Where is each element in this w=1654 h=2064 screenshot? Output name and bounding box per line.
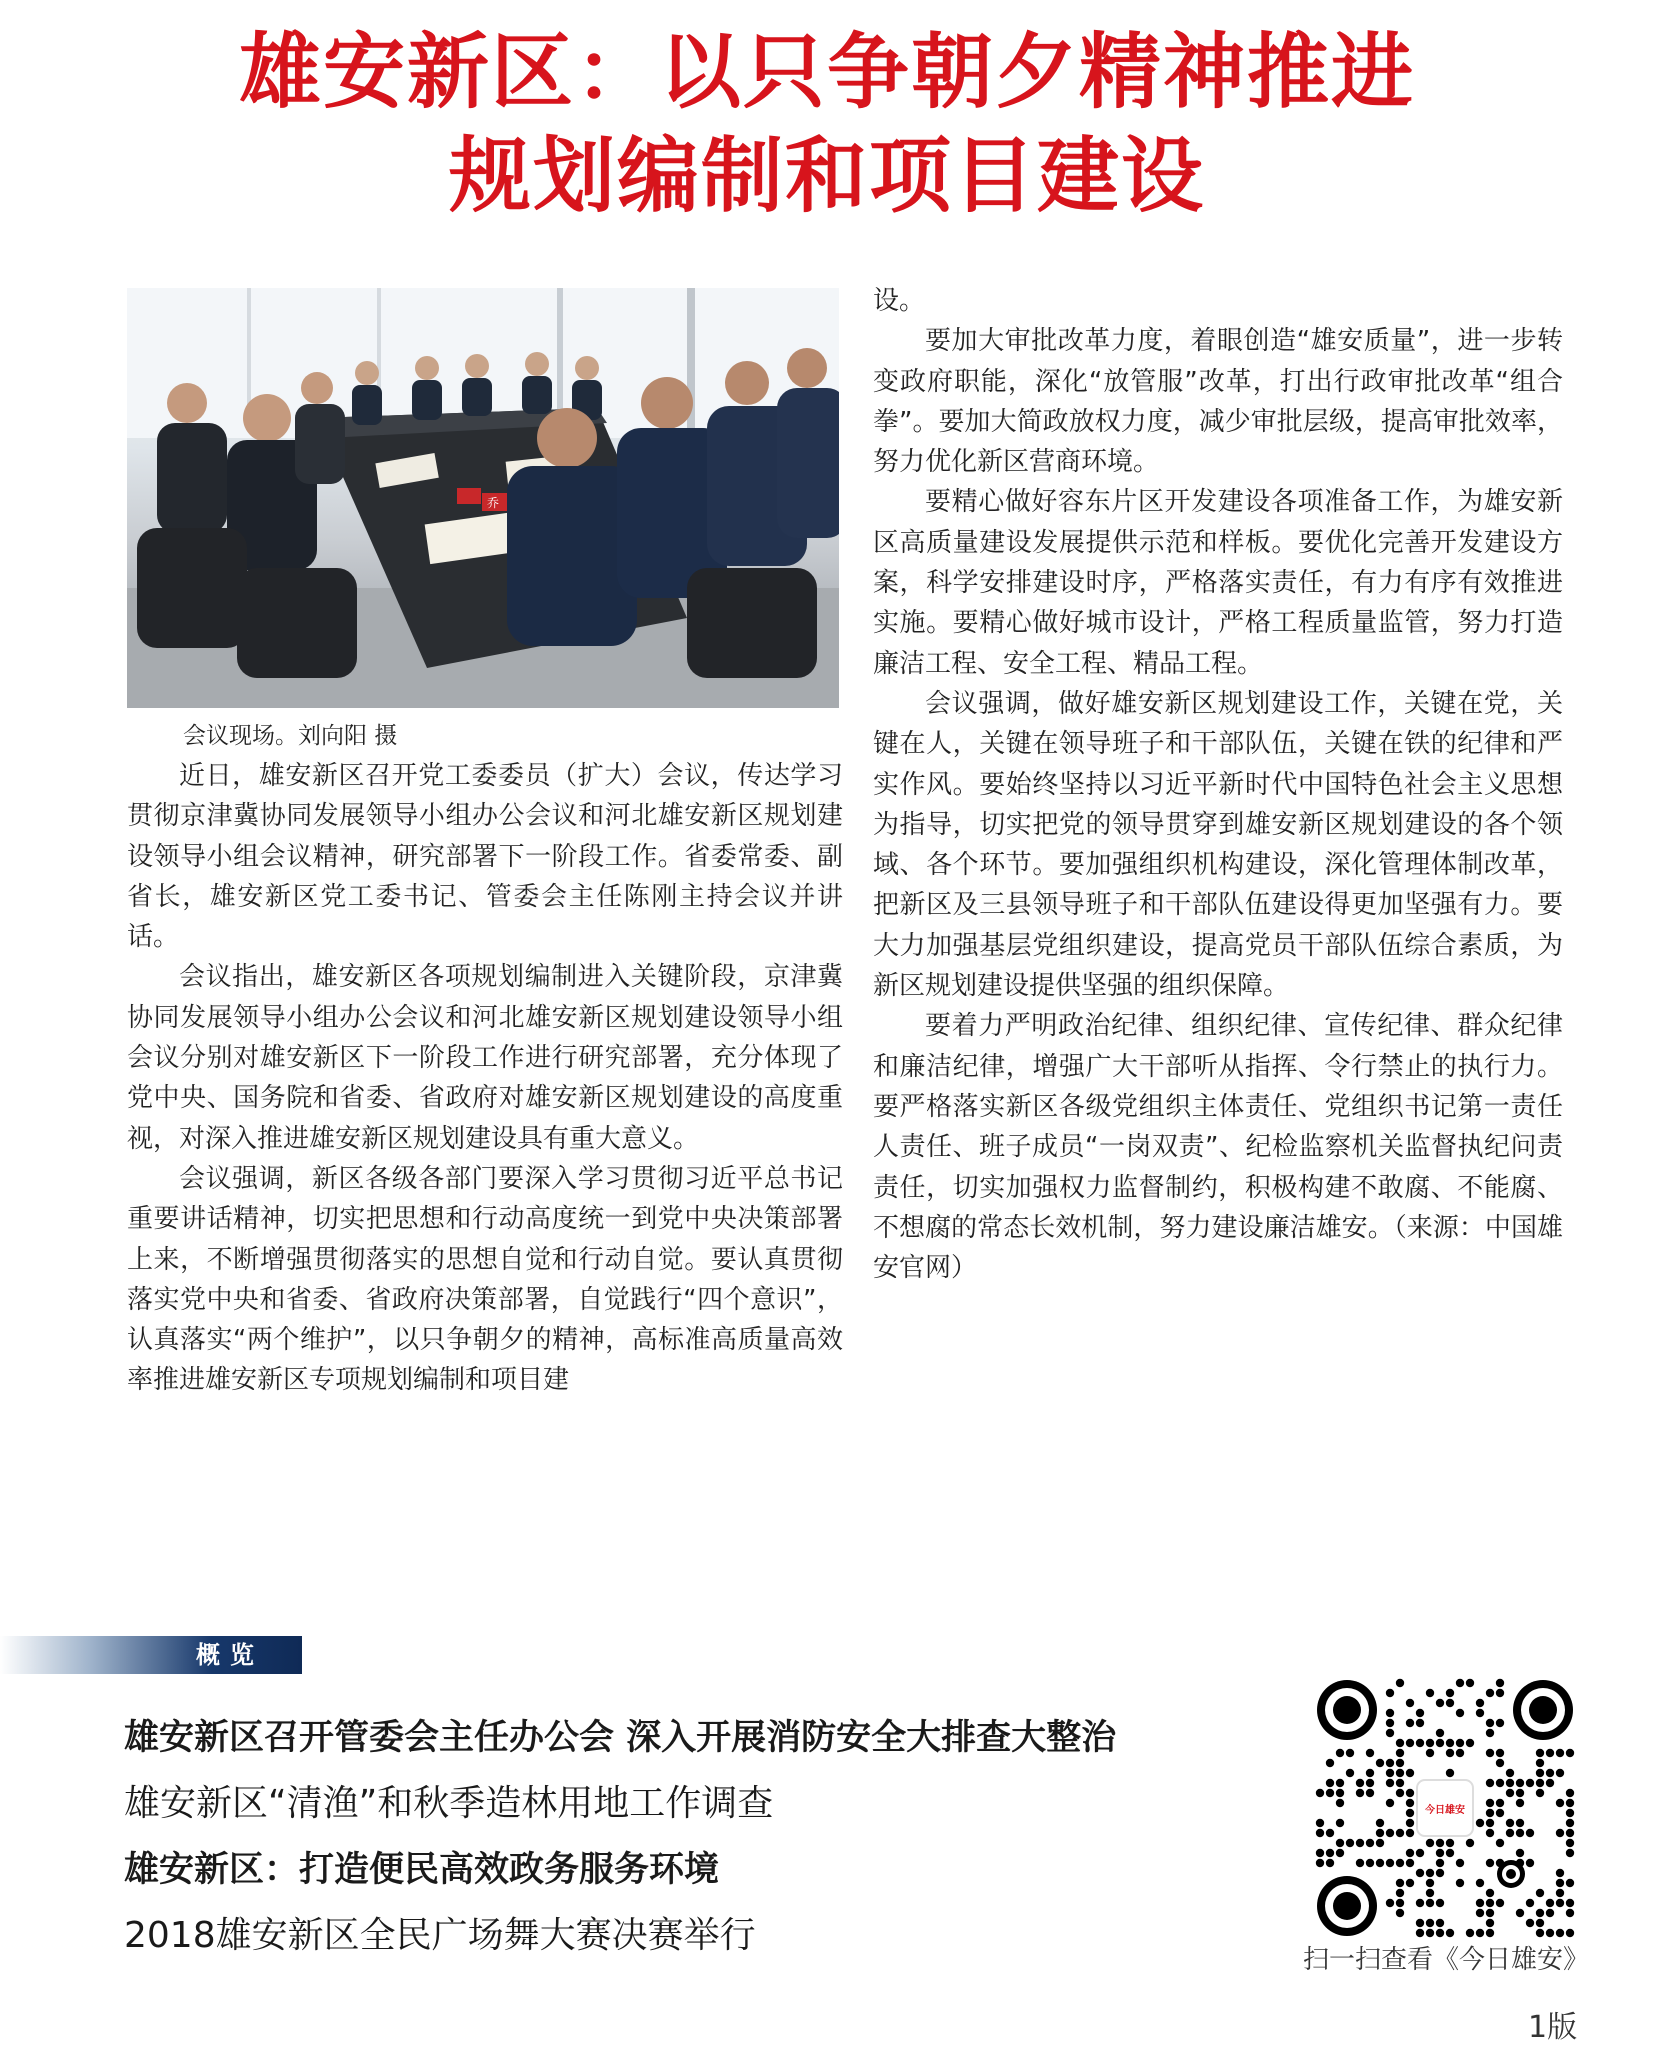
qr-module — [1486, 1729, 1494, 1737]
qr-module — [1426, 1929, 1434, 1937]
qr-module — [1346, 1749, 1354, 1757]
qr-module — [1396, 1889, 1404, 1897]
qr-module — [1416, 1849, 1424, 1857]
qr-module — [1486, 1829, 1494, 1837]
qr-module — [1436, 1849, 1444, 1857]
qr-module — [1536, 1929, 1544, 1937]
headline-line-2: 规划编制和项目建设 — [448, 128, 1205, 224]
qr-module — [1416, 1719, 1424, 1727]
qr-finder-bottom-left — [1317, 1876, 1377, 1936]
qr-module — [1486, 1799, 1494, 1807]
qr-module — [1526, 1829, 1534, 1837]
qr-module — [1546, 1929, 1554, 1937]
qr-module — [1416, 1709, 1424, 1717]
qr-module — [1376, 1819, 1384, 1827]
qr-module — [1386, 1799, 1394, 1807]
article-paragraph-continuation: 设。 — [873, 286, 926, 316]
qr-module — [1326, 1759, 1334, 1767]
qr-module — [1546, 1779, 1554, 1787]
qr-module — [1556, 1799, 1564, 1807]
qr-module — [1566, 1849, 1574, 1857]
qr-module — [1476, 1699, 1484, 1707]
qr-module — [1316, 1859, 1324, 1867]
qr-module — [1486, 1909, 1494, 1917]
qr-module — [1526, 1859, 1534, 1867]
overview-item[interactable]: 雄安新区召开管委会主任办公会 深入开展消防安全大排查大整治 — [124, 1718, 1117, 1758]
qr-module — [1376, 1829, 1384, 1837]
qr-module — [1496, 1779, 1504, 1787]
qr-module — [1476, 1879, 1484, 1887]
qr-module — [1406, 1719, 1414, 1727]
qr-module — [1446, 1699, 1454, 1707]
qr-module — [1496, 1809, 1504, 1817]
qr-module — [1566, 1829, 1574, 1837]
qr-module — [1356, 1839, 1364, 1847]
qr-module — [1526, 1779, 1534, 1787]
qr-module — [1496, 1799, 1504, 1807]
qr-module — [1396, 1879, 1404, 1887]
meeting-photo-illustration — [127, 288, 839, 708]
qr-module — [1446, 1739, 1454, 1747]
qr-module — [1516, 1909, 1524, 1917]
qr-module — [1506, 1819, 1514, 1827]
overview-item[interactable]: 2018雄安新区全民广场舞大赛决赛举行 — [124, 1915, 756, 1956]
qr-module — [1486, 1929, 1494, 1937]
qr-logo-text: 今日雄安 — [1425, 1805, 1465, 1816]
qr-module — [1486, 1719, 1494, 1727]
qr-module — [1416, 1739, 1424, 1747]
qr-finder-bottom-right — [1497, 1860, 1525, 1888]
qr-module — [1426, 1749, 1434, 1757]
article-paragraph: 会议强调，做好雄安新区规划建设工作，关键在党，关键在人，关键在领导班子和干部队伍，关键在铁的纪律和严实作风。要始终坚持以习近平新时代中国特色社会主义思想为指导，切实把党的领导贯穿到雄安新区规划建设的各个领域、各个环节。要加强组织机构建设，深化管理体制改革，把新区及三县领导班子和干部队伍建设得更加坚强有力。要大力加强基层党组织建设，提高党员干部队伍综合素质，为新区规划建设提供坚强的组织保障。 — [873, 688, 1563, 1002]
qr-module — [1326, 1859, 1334, 1867]
qr-module — [1556, 1889, 1564, 1897]
qr-module — [1476, 1899, 1484, 1907]
qr-module — [1446, 1689, 1454, 1697]
qr-module — [1546, 1769, 1554, 1777]
qr-module — [1496, 1899, 1504, 1907]
qr-module — [1486, 1899, 1494, 1907]
qr-module — [1456, 1879, 1464, 1887]
qr-module — [1336, 1779, 1344, 1787]
qr-module — [1536, 1909, 1544, 1917]
qr-module — [1336, 1789, 1344, 1797]
qr-module — [1326, 1789, 1334, 1797]
qr-module — [1546, 1909, 1554, 1917]
qr-module — [1436, 1899, 1444, 1907]
qr-module — [1436, 1929, 1444, 1937]
qr-module — [1486, 1749, 1494, 1757]
qr-module — [1366, 1749, 1374, 1757]
qr-module — [1386, 1759, 1394, 1767]
qr-module — [1336, 1799, 1344, 1807]
qr-module — [1566, 1809, 1574, 1817]
qr-module — [1496, 1749, 1504, 1757]
qr-module — [1516, 1819, 1524, 1827]
qr-module — [1536, 1889, 1544, 1897]
overview-item[interactable]: 雄安新区“清渔”和秋季造林用地工作调查 — [124, 1783, 774, 1824]
qr-module — [1556, 1769, 1564, 1777]
qr-module — [1336, 1819, 1344, 1827]
qr-module — [1456, 1739, 1464, 1747]
qr-module — [1336, 1749, 1344, 1757]
qr-module — [1436, 1859, 1444, 1867]
qr-module — [1436, 1839, 1444, 1847]
headline — [0, 20, 1654, 228]
qr-module — [1566, 1879, 1574, 1887]
qr-module — [1456, 1709, 1464, 1717]
qr-module — [1506, 1769, 1514, 1777]
qr-module — [1496, 1759, 1504, 1767]
qr-module — [1376, 1859, 1384, 1867]
qr-module — [1346, 1769, 1354, 1777]
qr-module — [1486, 1919, 1494, 1927]
qr-module — [1566, 1749, 1574, 1757]
qr-module — [1526, 1919, 1534, 1927]
qr-module — [1396, 1829, 1404, 1837]
qr-module — [1396, 1779, 1404, 1787]
article-paragraph: 近日，雄安新区召开党工委委员（扩大）会议，传达学习贯彻京津冀协同发展领导小组办公会议和河北雄安新区规划建设领导小组会议精神，研究部署下一阶段工作。省委常委、副省长，雄安新区党工委书记、管委会主任陈刚主持会议并讲话。 — [127, 761, 843, 953]
qr-module — [1516, 1849, 1524, 1857]
qr-module — [1406, 1829, 1414, 1837]
qr-module — [1556, 1899, 1564, 1907]
qr-module — [1376, 1759, 1384, 1767]
qr-module — [1336, 1849, 1344, 1857]
qr-module — [1496, 1839, 1504, 1847]
qr-module — [1386, 1899, 1394, 1907]
qr-module — [1396, 1679, 1404, 1687]
qr-module — [1446, 1849, 1454, 1857]
qr-module — [1426, 1899, 1434, 1907]
qr-module — [1416, 1869, 1424, 1877]
qr-module — [1416, 1899, 1424, 1907]
qr-module — [1316, 1849, 1324, 1857]
qr-module — [1346, 1839, 1354, 1847]
qr-module — [1426, 1839, 1434, 1847]
qr-module — [1516, 1789, 1524, 1797]
qr-module — [1386, 1859, 1394, 1867]
qr-module — [1456, 1679, 1464, 1687]
qr-module — [1486, 1779, 1494, 1787]
qr-module — [1436, 1739, 1444, 1747]
qr-module — [1406, 1809, 1414, 1817]
qr-module — [1426, 1869, 1434, 1877]
qr-module — [1486, 1819, 1494, 1827]
qr-module — [1426, 1889, 1434, 1897]
qr-module — [1486, 1889, 1494, 1897]
qr-module — [1546, 1749, 1554, 1757]
qr-module — [1316, 1789, 1324, 1797]
qr-module — [1396, 1789, 1404, 1797]
qr-module — [1386, 1719, 1394, 1727]
qr-module — [1406, 1819, 1414, 1827]
qr-module — [1536, 1919, 1544, 1927]
qr-module — [1326, 1829, 1334, 1837]
qr-module — [1366, 1859, 1374, 1867]
qr-module — [1556, 1829, 1564, 1837]
qr-module — [1386, 1769, 1394, 1777]
qr-module — [1446, 1749, 1454, 1757]
qr-module — [1326, 1779, 1334, 1787]
qr-module — [1366, 1789, 1374, 1797]
qr-module — [1506, 1789, 1514, 1797]
overview-item[interactable]: 雄安新区：打造便民高效政务服务环境 — [124, 1850, 720, 1890]
qr-module — [1416, 1929, 1424, 1937]
qr-finder-top-left — [1317, 1680, 1377, 1740]
qr-module — [1406, 1849, 1414, 1857]
qr-module — [1566, 1799, 1574, 1807]
qr-module — [1416, 1919, 1424, 1927]
qr-module — [1566, 1789, 1574, 1797]
qr-module — [1526, 1899, 1534, 1907]
article-paragraph: 要加大审批改革力度，着眼创造“雄安质量”，进一步转变政府职能，深化“放管服”改革，打出行政审批改革“组合拳”。要加大简政放权力度，减少审批层级，提高审批效率，努力优化新区营商环境。 — [873, 326, 1563, 478]
qr-module — [1396, 1899, 1404, 1907]
article-paragraph: 要着力严明政治纪律、组织纪律、宣传纪律、群众纪律和廉洁纪律，增强广大干部听从指挥、令行禁止的执行力。要严格落实新区各级党组织主体责任、党组织书记第一责任人责任、班子成员“一岗双责”、纪检监察机关监督执纪问责责任，切实加强权力监督制约，积极构建不敢腐、不能腐、不想腐的常态长效机制，努力建设廉洁雄安。（来源：中国雄安官网） — [873, 1011, 1563, 1284]
article-paragraph: 会议指出，雄安新区各项规划编制进入关键阶段，京津冀协同发展领导小组办公会议和河北雄安新区规划建设领导小组会议分别对雄安新区下一阶段工作进行研究部署，充分体现了党中央、国务院和省委、省政府对雄安新区规划建设的高度重视，对深入推进雄安新区规划建设具有重大意义。 — [127, 962, 843, 1154]
qr-module — [1436, 1869, 1444, 1877]
qr-module — [1396, 1859, 1404, 1867]
qr-module — [1566, 1899, 1574, 1907]
qr-module — [1406, 1859, 1414, 1867]
overview-list — [124, 1705, 1284, 1969]
qr-module — [1426, 1739, 1434, 1747]
qr-module — [1536, 1779, 1544, 1787]
qr-module — [1366, 1839, 1374, 1847]
qr-module — [1516, 1779, 1524, 1787]
qr-module — [1566, 1819, 1574, 1827]
qr-module — [1546, 1899, 1554, 1907]
qr-module — [1506, 1829, 1514, 1837]
qr-module — [1476, 1819, 1484, 1827]
qr-module — [1426, 1919, 1434, 1927]
qr-module — [1456, 1749, 1464, 1757]
qr-module — [1486, 1809, 1494, 1817]
qr-module — [1536, 1769, 1544, 1777]
qr-module — [1356, 1779, 1364, 1787]
qr-module — [1396, 1769, 1404, 1777]
qr-module — [1436, 1729, 1444, 1737]
qr-module — [1496, 1719, 1504, 1727]
qr-module — [1466, 1839, 1474, 1847]
qr-module — [1566, 1839, 1574, 1847]
qr-module — [1476, 1709, 1484, 1717]
qr-module — [1516, 1799, 1524, 1807]
qr-module — [1556, 1879, 1564, 1887]
overview-label: 概览 — [196, 1641, 264, 1669]
meeting-photo — [127, 288, 839, 708]
qr-module — [1446, 1769, 1454, 1777]
qr-module — [1406, 1789, 1414, 1797]
qr-module — [1386, 1729, 1394, 1737]
qr-module — [1556, 1929, 1564, 1937]
qr-module — [1316, 1829, 1324, 1837]
qr-module — [1406, 1769, 1414, 1777]
qr-module — [1376, 1839, 1384, 1847]
qr-module — [1426, 1689, 1434, 1697]
qr-module — [1426, 1879, 1434, 1887]
qr-module — [1406, 1739, 1414, 1747]
qr-module — [1486, 1859, 1494, 1867]
qr-module — [1366, 1769, 1374, 1777]
qr-module — [1466, 1739, 1474, 1747]
qr-module — [1476, 1929, 1484, 1937]
article-paragraph: 会议强调，新区各级各部门要深入学习贯彻习近平总书记重要讲话精神，切实把思想和行动高度统一到党中央决策部署上来，不断增强贯彻落实的思想自觉和行动自觉。要认真贯彻落实党中央和省委、省政府决策部署，自觉践行“四个意识”，认真落实“两个维护”，以只争朝夕的精神，高标准高质量高效率推进雄安新区专项规划编制和项目建 — [127, 1163, 843, 1396]
qr-module — [1536, 1759, 1544, 1767]
photo-caption: 会议现场。刘向阳 摄 — [183, 723, 398, 749]
article-paragraph: 要精心做好容东片区开发建设各项准备工作，为雄安新区高质量建设发展提供示范和样板。要优化完善开发建设方案，科学安排建设时序，严格落实责任，有力有序有效推进实施。要精心做好城市设计，严格工程质量监管，努力打造廉洁工程、安全工程、精品工程。 — [873, 487, 1563, 679]
qr-finder-top-right — [1513, 1680, 1573, 1740]
qr-module — [1356, 1859, 1364, 1867]
qr-code[interactable] — [1315, 1678, 1575, 1938]
qr-module — [1386, 1779, 1394, 1787]
qr-module — [1406, 1799, 1414, 1807]
qr-module — [1446, 1839, 1454, 1847]
headline-line-1: 雄安新区：以只争朝夕精神推进 — [238, 24, 1415, 120]
qr-module — [1566, 1909, 1574, 1917]
qr-module — [1466, 1929, 1474, 1937]
page-number: 1版 — [1528, 2010, 1578, 2045]
qr-module — [1506, 1779, 1514, 1787]
qr-module — [1436, 1919, 1444, 1927]
qr-module — [1516, 1829, 1524, 1837]
qr-module — [1386, 1689, 1394, 1697]
qr-module — [1436, 1699, 1444, 1707]
qr-module — [1446, 1929, 1454, 1937]
placard-text: 乔 — [487, 496, 500, 510]
qr-module — [1486, 1689, 1494, 1697]
qr-module — [1406, 1879, 1414, 1887]
qr-module — [1396, 1759, 1404, 1767]
qr-caption: 扫一扫查看《今日雄安》 — [1302, 1945, 1589, 1975]
qr-module — [1326, 1849, 1334, 1857]
qr-module — [1466, 1679, 1474, 1687]
article-column-right — [873, 281, 1563, 1288]
qr-module — [1396, 1739, 1404, 1747]
qr-code-graphic — [1315, 1678, 1575, 1938]
qr-module — [1406, 1699, 1414, 1707]
qr-module — [1476, 1909, 1484, 1917]
qr-module — [1336, 1839, 1344, 1847]
qr-module — [1396, 1749, 1404, 1757]
qr-module — [1496, 1679, 1504, 1687]
qr-module — [1536, 1749, 1544, 1757]
qr-module — [1496, 1689, 1504, 1697]
qr-module — [1456, 1859, 1464, 1867]
qr-module — [1366, 1779, 1374, 1787]
qr-module — [1386, 1829, 1394, 1837]
qr-module — [1396, 1909, 1404, 1917]
qr-module — [1556, 1869, 1564, 1877]
qr-module — [1316, 1819, 1324, 1827]
qr-module — [1386, 1709, 1394, 1717]
qr-module — [1566, 1929, 1574, 1937]
qr-module — [1556, 1749, 1564, 1757]
qr-module — [1536, 1789, 1544, 1797]
qr-module — [1356, 1789, 1364, 1797]
article-column-left — [127, 756, 843, 1401]
